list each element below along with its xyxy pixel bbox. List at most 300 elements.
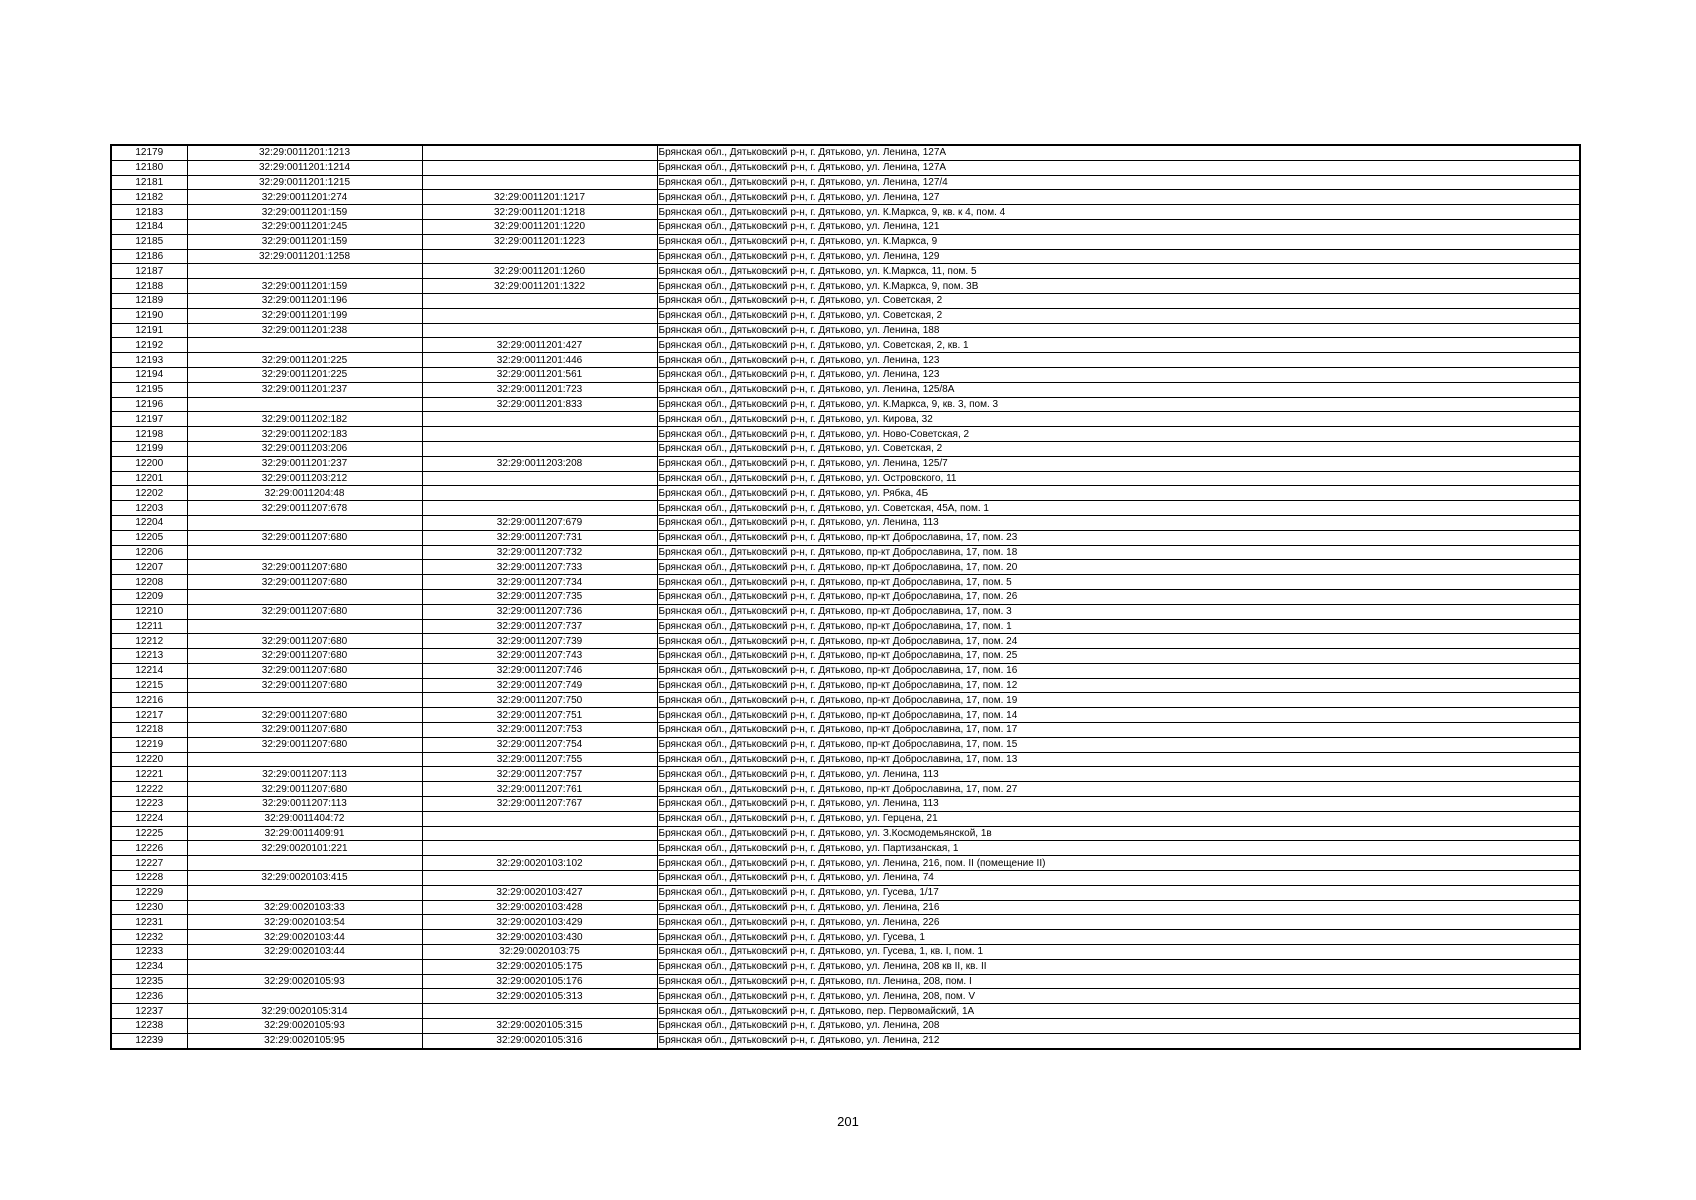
- cadastral-number-cell: 32:29:0011207:680: [187, 634, 422, 649]
- row-number-cell: 12209: [111, 589, 187, 604]
- premises-cadastral-number-cell: [422, 175, 657, 190]
- address-cell: Брянская обл., Дятьковский р-н, г. Дятьково, ул. Ленина, 125/7: [657, 456, 1580, 471]
- address-cell: Брянская обл., Дятьковский р-н, г. Дятьково, ул. Ленина, 208, пом. V: [657, 989, 1580, 1004]
- row-number-cell: 12239: [111, 1033, 187, 1048]
- premises-cadastral-number-cell: [422, 412, 657, 427]
- address-cell: Брянская обл., Дятьковский р-н, г. Дятьково, пр-кт Доброславина, 17, пом. 20: [657, 560, 1580, 575]
- cadastral-number-cell: 32:29:0020105:95: [187, 1033, 422, 1048]
- row-number-cell: 12228: [111, 871, 187, 886]
- row-number-cell: 12180: [111, 160, 187, 175]
- premises-cadastral-number-cell: 32:29:0011207:746: [422, 663, 657, 678]
- premises-cadastral-number-cell: [422, 871, 657, 886]
- row-number-cell: 12223: [111, 797, 187, 812]
- table-row: [111, 1033, 1580, 1048]
- premises-cadastral-number-cell: 32:29:0011207:732: [422, 545, 657, 560]
- premises-cadastral-number-cell: 32:29:0020105:315: [422, 1019, 657, 1034]
- address-cell: Брянская обл., Дятьковский р-н, г. Дятьково, ул. Советская, 2: [657, 441, 1580, 456]
- registry-table: [110, 144, 1581, 1050]
- cadastral-number-cell: 32:29:0011207:680: [187, 530, 422, 545]
- address-cell: Брянская обл., Дятьковский р-н, г. Дятьково, пр-кт Доброславина, 17, пом. 12: [657, 678, 1580, 693]
- table-row: [111, 456, 1580, 471]
- row-number-cell: 12179: [111, 145, 187, 160]
- table-row: [111, 619, 1580, 634]
- row-number-cell: 12207: [111, 560, 187, 575]
- cadastral-number-cell: [187, 752, 422, 767]
- table-row: [111, 575, 1580, 590]
- premises-cadastral-number-cell: 32:29:0011207:761: [422, 782, 657, 797]
- premises-cadastral-number-cell: [422, 293, 657, 308]
- premises-cadastral-number-cell: [422, 826, 657, 841]
- premises-cadastral-number-cell: 32:29:0020103:102: [422, 856, 657, 871]
- table-row: [111, 737, 1580, 752]
- table-row: [111, 1019, 1580, 1034]
- page-number: 201: [837, 1114, 859, 1129]
- address-cell: Брянская обл., Дятьковский р-н, г. Дятьково, ул. Островского, 11: [657, 471, 1580, 486]
- address-cell: Брянская обл., Дятьковский р-н, г. Дятьково, ул. Советская, 2, кв. 1: [657, 338, 1580, 353]
- cadastral-number-cell: [187, 264, 422, 279]
- row-number-cell: 12181: [111, 175, 187, 190]
- address-cell: Брянская обл., Дятьковский р-н, г. Дятьково, пр-кт Доброславина, 17, пом. 19: [657, 693, 1580, 708]
- row-number-cell: 12212: [111, 634, 187, 649]
- premises-cadastral-number-cell: 32:29:0011201:1260: [422, 264, 657, 279]
- table-row: [111, 338, 1580, 353]
- premises-cadastral-number-cell: 32:29:0011201:1218: [422, 205, 657, 220]
- cadastral-number-cell: [187, 589, 422, 604]
- row-number-cell: 12210: [111, 604, 187, 619]
- row-number-cell: 12225: [111, 826, 187, 841]
- table-row: [111, 471, 1580, 486]
- table-row: [111, 945, 1580, 960]
- premises-cadastral-number-cell: 32:29:0011201:723: [422, 382, 657, 397]
- address-cell: Брянская обл., Дятьковский р-н, г. Дятьково, ул. Ленина, 208 кв II, кв. II: [657, 959, 1580, 974]
- table-row: [111, 530, 1580, 545]
- table-row: [111, 797, 1580, 812]
- address-cell: Брянская обл., Дятьковский р-н, г. Дятьково, ул. Ленина, 212: [657, 1033, 1580, 1048]
- cadastral-number-cell: 32:29:0011203:212: [187, 471, 422, 486]
- cadastral-number-cell: 32:29:0011201:274: [187, 190, 422, 205]
- cadastral-number-cell: 32:29:0011201:245: [187, 219, 422, 234]
- cadastral-number-cell: 32:29:0011201:1213: [187, 145, 422, 160]
- premises-cadastral-number-cell: 32:29:0020105:175: [422, 959, 657, 974]
- cadastral-number-cell: 32:29:0020105:93: [187, 1019, 422, 1034]
- cadastral-number-cell: 32:29:0011207:113: [187, 797, 422, 812]
- cadastral-number-cell: 32:29:0011201:1215: [187, 175, 422, 190]
- premises-cadastral-number-cell: 32:29:0011207:753: [422, 723, 657, 738]
- address-cell: Брянская обл., Дятьковский р-н, г. Дятьково, ул. К.Маркса, 9, пом. 3В: [657, 279, 1580, 294]
- premises-cadastral-number-cell: [422, 1004, 657, 1019]
- table-row: [111, 441, 1580, 456]
- table-row: [111, 501, 1580, 516]
- cadastral-number-cell: 32:29:0011203:206: [187, 441, 422, 456]
- cadastral-number-cell: 32:29:0011201:196: [187, 293, 422, 308]
- row-number-cell: 12211: [111, 619, 187, 634]
- row-number-cell: 12208: [111, 575, 187, 590]
- address-cell: Брянская обл., Дятьковский р-н, г. Дятьково, ул. Ленина, 216, пом. II (помещение II): [657, 856, 1580, 871]
- table-row: [111, 663, 1580, 678]
- row-number-cell: 12193: [111, 353, 187, 368]
- row-number-cell: 12202: [111, 486, 187, 501]
- premises-cadastral-number-cell: 32:29:0011207:755: [422, 752, 657, 767]
- cadastral-number-cell: 32:29:0020103:54: [187, 915, 422, 930]
- address-cell: Брянская обл., Дятьковский р-н, г. Дятьково, ул. Ленина, 127А: [657, 160, 1580, 175]
- address-cell: Брянская обл., Дятьковский р-н, г. Дятьково, пр-кт Доброславина, 17, пом. 17: [657, 723, 1580, 738]
- cadastral-number-cell: 32:29:0011404:72: [187, 811, 422, 826]
- row-number-cell: 12196: [111, 397, 187, 412]
- cadastral-number-cell: [187, 397, 422, 412]
- cadastral-number-cell: 32:29:0011201:1214: [187, 160, 422, 175]
- row-number-cell: 12233: [111, 945, 187, 960]
- address-cell: Брянская обл., Дятьковский р-н, г. Дятьково, ул. Ленина, 74: [657, 871, 1580, 886]
- address-cell: Брянская обл., Дятьковский р-н, г. Дятьково, ул. Ленина, 129: [657, 249, 1580, 264]
- cadastral-number-cell: [187, 545, 422, 560]
- cadastral-number-cell: 32:29:0011409:91: [187, 826, 422, 841]
- table-row: [111, 959, 1580, 974]
- table-row: [111, 974, 1580, 989]
- row-number-cell: 12221: [111, 767, 187, 782]
- cadastral-number-cell: 32:29:0011201:159: [187, 234, 422, 249]
- row-number-cell: 12234: [111, 959, 187, 974]
- address-cell: Брянская обл., Дятьковский р-н, г. Дятьково, ул. Гусева, 1: [657, 930, 1580, 945]
- address-cell: Брянская обл., Дятьковский р-н, г. Дятьково, ул. Ленина, 121: [657, 219, 1580, 234]
- row-number-cell: 12206: [111, 545, 187, 560]
- row-number-cell: 12197: [111, 412, 187, 427]
- row-number-cell: 12214: [111, 663, 187, 678]
- address-cell: Брянская обл., Дятьковский р-н, г. Дятьково, ул. Ленина, 216: [657, 900, 1580, 915]
- table-row: [111, 427, 1580, 442]
- cadastral-number-cell: [187, 338, 422, 353]
- table-row: [111, 649, 1580, 664]
- cadastral-number-cell: 32:29:0011201:1258: [187, 249, 422, 264]
- table-row: [111, 930, 1580, 945]
- premises-cadastral-number-cell: 32:29:0011201:1223: [422, 234, 657, 249]
- premises-cadastral-number-cell: 32:29:0020103:428: [422, 900, 657, 915]
- registry-table-body: [111, 145, 1580, 1049]
- table-row: [111, 560, 1580, 575]
- table-row: [111, 545, 1580, 560]
- address-cell: Брянская обл., Дятьковский р-н, г. Дятьково, ул. Ленина, 123: [657, 367, 1580, 382]
- address-cell: Брянская обл., Дятьковский р-н, г. Дятьково, ул. Кирова, 32: [657, 412, 1580, 427]
- cadastral-number-cell: 32:29:0011201:238: [187, 323, 422, 338]
- premises-cadastral-number-cell: [422, 471, 657, 486]
- cadastral-number-cell: [187, 693, 422, 708]
- premises-cadastral-number-cell: 32:29:0020105:313: [422, 989, 657, 1004]
- address-cell: Брянская обл., Дятьковский р-н, г. Дятьково, пл. Ленина, 208, пом. I: [657, 974, 1580, 989]
- table-row: [111, 811, 1580, 826]
- cadastral-number-cell: 32:29:0011207:680: [187, 737, 422, 752]
- premises-cadastral-number-cell: 32:29:0011207:737: [422, 619, 657, 634]
- row-number-cell: 12185: [111, 234, 187, 249]
- premises-cadastral-number-cell: 32:29:0020103:427: [422, 885, 657, 900]
- table-row: [111, 900, 1580, 915]
- table-row: [111, 367, 1580, 382]
- cadastral-number-cell: 32:29:0011207:678: [187, 501, 422, 516]
- cadastral-number-cell: 32:29:0020103:415: [187, 871, 422, 886]
- address-cell: Брянская обл., Дятьковский р-н, г. Дятьково, ул. Советская, 2: [657, 293, 1580, 308]
- address-cell: Брянская обл., Дятьковский р-н, г. Дятьково, ул. Герцена, 21: [657, 811, 1580, 826]
- premises-cadastral-number-cell: [422, 841, 657, 856]
- table-row: [111, 205, 1580, 220]
- row-number-cell: 12195: [111, 382, 187, 397]
- row-number-cell: 12231: [111, 915, 187, 930]
- row-number-cell: 12198: [111, 427, 187, 442]
- address-cell: Брянская обл., Дятьковский р-н, г. Дятьково, ул. Советская, 45А, пом. 1: [657, 501, 1580, 516]
- row-number-cell: 12190: [111, 308, 187, 323]
- address-cell: Брянская обл., Дятьковский р-н, г. Дятьково, ул. Ленина, 127: [657, 190, 1580, 205]
- address-cell: Брянская обл., Дятьковский р-н, г. Дятьково, ул. Гусева, 1, кв. I, пом. 1: [657, 945, 1580, 960]
- address-cell: Брянская обл., Дятьковский р-н, г. Дятьково, пр-кт Доброславина, 17, пом. 15: [657, 737, 1580, 752]
- premises-cadastral-number-cell: [422, 323, 657, 338]
- premises-cadastral-number-cell: 32:29:0011207:733: [422, 560, 657, 575]
- premises-cadastral-number-cell: 32:29:0011207:757: [422, 767, 657, 782]
- row-number-cell: 12186: [111, 249, 187, 264]
- table-row: [111, 1004, 1580, 1019]
- row-number-cell: 12217: [111, 708, 187, 723]
- premises-cadastral-number-cell: 32:29:0011207:743: [422, 649, 657, 664]
- address-cell: Брянская обл., Дятьковский р-н, г. Дятьково, пр-кт Доброславина, 17, пом. 3: [657, 604, 1580, 619]
- premises-cadastral-number-cell: 32:29:0020103:429: [422, 915, 657, 930]
- row-number-cell: 12191: [111, 323, 187, 338]
- address-cell: Брянская обл., Дятьковский р-н, г. Дятьково, ул. Рябка, 4Б: [657, 486, 1580, 501]
- row-number-cell: 12199: [111, 441, 187, 456]
- table-row: [111, 145, 1580, 160]
- row-number-cell: 12229: [111, 885, 187, 900]
- premises-cadastral-number-cell: [422, 249, 657, 264]
- address-cell: Брянская обл., Дятьковский р-н, г. Дятьково, пр-кт Доброславина, 17, пом. 25: [657, 649, 1580, 664]
- cadastral-number-cell: 32:29:0011207:680: [187, 678, 422, 693]
- table-row: [111, 486, 1580, 501]
- address-cell: Брянская обл., Дятьковский р-н, г. Дятьково, пр-кт Доброславина, 17, пом. 27: [657, 782, 1580, 797]
- cadastral-number-cell: 32:29:0020105:314: [187, 1004, 422, 1019]
- premises-cadastral-number-cell: 32:29:0011207:734: [422, 575, 657, 590]
- premises-cadastral-number-cell: 32:29:0011201:1217: [422, 190, 657, 205]
- premises-cadastral-number-cell: 32:29:0011207:731: [422, 530, 657, 545]
- address-cell: Брянская обл., Дятьковский р-н, г. Дятьково, пр-кт Доброславина, 17, пом. 23: [657, 530, 1580, 545]
- premises-cadastral-number-cell: 32:29:0011207:754: [422, 737, 657, 752]
- table-row: [111, 634, 1580, 649]
- row-number-cell: 12219: [111, 737, 187, 752]
- row-number-cell: 12236: [111, 989, 187, 1004]
- cadastral-number-cell: 32:29:0020103:44: [187, 930, 422, 945]
- address-cell: Брянская обл., Дятьковский р-н, г. Дятьково, ул. Партизанская, 1: [657, 841, 1580, 856]
- row-number-cell: 12182: [111, 190, 187, 205]
- cadastral-number-cell: 32:29:0011207:680: [187, 663, 422, 678]
- row-number-cell: 12184: [111, 219, 187, 234]
- premises-cadastral-number-cell: [422, 145, 657, 160]
- row-number-cell: 12188: [111, 279, 187, 294]
- premises-cadastral-number-cell: [422, 308, 657, 323]
- row-number-cell: 12215: [111, 678, 187, 693]
- cadastral-number-cell: 32:29:0011207:680: [187, 575, 422, 590]
- cadastral-number-cell: 32:29:0011207:680: [187, 604, 422, 619]
- table-row: [111, 723, 1580, 738]
- table-row: [111, 175, 1580, 190]
- cadastral-number-cell: 32:29:0011201:159: [187, 205, 422, 220]
- cadastral-number-cell: 32:29:0011201:225: [187, 367, 422, 382]
- row-number-cell: 12204: [111, 515, 187, 530]
- cadastral-number-cell: 32:29:0020101:221: [187, 841, 422, 856]
- address-cell: Брянская обл., Дятьковский р-н, г. Дятьково, ул. Ленина, 113: [657, 767, 1580, 782]
- cadastral-number-cell: 32:29:0011201:237: [187, 382, 422, 397]
- row-number-cell: 12222: [111, 782, 187, 797]
- premises-cadastral-number-cell: 32:29:0020105:176: [422, 974, 657, 989]
- table-row: [111, 589, 1580, 604]
- table-row: [111, 767, 1580, 782]
- premises-cadastral-number-cell: 32:29:0020103:430: [422, 930, 657, 945]
- premises-cadastral-number-cell: [422, 486, 657, 501]
- table-row: [111, 190, 1580, 205]
- premises-cadastral-number-cell: 32:29:0011207:751: [422, 708, 657, 723]
- address-cell: Брянская обл., Дятьковский р-н, г. Дятьково, ул. Советская, 2: [657, 308, 1580, 323]
- row-number-cell: 12203: [111, 501, 187, 516]
- table-row: [111, 160, 1580, 175]
- row-number-cell: 12230: [111, 900, 187, 915]
- premises-cadastral-number-cell: 32:29:0011201:561: [422, 367, 657, 382]
- table-row: [111, 515, 1580, 530]
- premises-cadastral-number-cell: [422, 811, 657, 826]
- cadastral-number-cell: 32:29:0020105:93: [187, 974, 422, 989]
- address-cell: Брянская обл., Дятьковский р-н, г. Дятьково, ул. Ленина, 127/4: [657, 175, 1580, 190]
- row-number-cell: 12216: [111, 693, 187, 708]
- table-row: [111, 856, 1580, 871]
- cadastral-number-cell: 32:29:0011201:159: [187, 279, 422, 294]
- row-number-cell: 12213: [111, 649, 187, 664]
- address-cell: Брянская обл., Дятьковский р-н, г. Дятьково, пр-кт Доброславина, 17, пом. 5: [657, 575, 1580, 590]
- row-number-cell: 12187: [111, 264, 187, 279]
- premises-cadastral-number-cell: 32:29:0011207:679: [422, 515, 657, 530]
- cadastral-number-cell: 32:29:0011207:680: [187, 708, 422, 723]
- premises-cadastral-number-cell: 32:29:0011201:1322: [422, 279, 657, 294]
- table-row: [111, 604, 1580, 619]
- cadastral-number-cell: 32:29:0011202:183: [187, 427, 422, 442]
- premises-cadastral-number-cell: 32:29:0011203:208: [422, 456, 657, 471]
- row-number-cell: 12227: [111, 856, 187, 871]
- premises-cadastral-number-cell: 32:29:0011207:736: [422, 604, 657, 619]
- table-row: [111, 219, 1580, 234]
- premises-cadastral-number-cell: [422, 427, 657, 442]
- row-number-cell: 12201: [111, 471, 187, 486]
- row-number-cell: 12205: [111, 530, 187, 545]
- table-row: [111, 249, 1580, 264]
- table-row: [111, 412, 1580, 427]
- premises-cadastral-number-cell: 32:29:0020103:75: [422, 945, 657, 960]
- row-number-cell: 12220: [111, 752, 187, 767]
- table-row: [111, 841, 1580, 856]
- cadastral-number-cell: 32:29:0011207:680: [187, 649, 422, 664]
- address-cell: Брянская обл., Дятьковский р-н, г. Дятьково, пр-кт Доброславина, 17, пом. 26: [657, 589, 1580, 604]
- cadastral-number-cell: [187, 856, 422, 871]
- row-number-cell: 12194: [111, 367, 187, 382]
- table-row: [111, 752, 1580, 767]
- premises-cadastral-number-cell: 32:29:0011201:446: [422, 353, 657, 368]
- address-cell: Брянская обл., Дятьковский р-н, г. Дятьково, ул. Ленина, 188: [657, 323, 1580, 338]
- table-row: [111, 885, 1580, 900]
- cadastral-number-cell: 32:29:0011201:199: [187, 308, 422, 323]
- address-cell: Брянская обл., Дятьковский р-н, г. Дятьково, ул. Ленина, 125/8А: [657, 382, 1580, 397]
- address-cell: Брянская обл., Дятьковский р-н, г. Дятьково, ул. Ленина, 113: [657, 797, 1580, 812]
- address-cell: Брянская обл., Дятьковский р-н, г. Дятьково, ул. Ленина, 113: [657, 515, 1580, 530]
- table-row: [111, 693, 1580, 708]
- row-number-cell: 12237: [111, 1004, 187, 1019]
- table-row: [111, 353, 1580, 368]
- premises-cadastral-number-cell: 32:29:0011201:427: [422, 338, 657, 353]
- cadastral-number-cell: 32:29:0011207:680: [187, 782, 422, 797]
- row-number-cell: 12189: [111, 293, 187, 308]
- address-cell: Брянская обл., Дятьковский р-н, г. Дятьково, ул. З.Космодемьянской, 1в: [657, 826, 1580, 841]
- address-cell: Брянская обл., Дятьковский р-н, г. Дятьково, ул. Ленина, 226: [657, 915, 1580, 930]
- table-row: [111, 708, 1580, 723]
- cadastral-number-cell: 32:29:0011201:225: [187, 353, 422, 368]
- premises-cadastral-number-cell: 32:29:0011207:750: [422, 693, 657, 708]
- cadastral-number-cell: [187, 515, 422, 530]
- cadastral-number-cell: [187, 959, 422, 974]
- address-cell: Брянская обл., Дятьковский р-н, г. Дятьково, пр-кт Доброславина, 17, пом. 18: [657, 545, 1580, 560]
- cadastral-number-cell: [187, 619, 422, 634]
- cadastral-number-cell: 32:29:0011204:48: [187, 486, 422, 501]
- address-cell: Брянская обл., Дятьковский р-н, г. Дятьково, пр-кт Доброславина, 17, пом. 13: [657, 752, 1580, 767]
- row-number-cell: 12224: [111, 811, 187, 826]
- table-row: [111, 678, 1580, 693]
- address-cell: Брянская обл., Дятьковский р-н, г. Дятьково, ул. К.Маркса, 11, пом. 5: [657, 264, 1580, 279]
- table-row: [111, 323, 1580, 338]
- cadastral-number-cell: 32:29:0020103:44: [187, 945, 422, 960]
- row-number-cell: 12235: [111, 974, 187, 989]
- row-number-cell: 12226: [111, 841, 187, 856]
- row-number-cell: 12200: [111, 456, 187, 471]
- address-cell: Брянская обл., Дятьковский р-н, г. Дятьково, ул. К.Маркса, 9: [657, 234, 1580, 249]
- table-row: [111, 234, 1580, 249]
- premises-cadastral-number-cell: 32:29:0011207:739: [422, 634, 657, 649]
- row-number-cell: 12183: [111, 205, 187, 220]
- table-row: [111, 915, 1580, 930]
- premises-cadastral-number-cell: 32:29:0011201:833: [422, 397, 657, 412]
- cadastral-number-cell: [187, 989, 422, 1004]
- row-number-cell: 12232: [111, 930, 187, 945]
- address-cell: Брянская обл., Дятьковский р-н, г. Дятьково, ул. Ленина, 123: [657, 353, 1580, 368]
- table-row: [111, 308, 1580, 323]
- premises-cadastral-number-cell: 32:29:0011207:767: [422, 797, 657, 812]
- premises-cadastral-number-cell: 32:29:0011207:735: [422, 589, 657, 604]
- address-cell: Брянская обл., Дятьковский р-н, г. Дятьково, пер. Первомайский, 1А: [657, 1004, 1580, 1019]
- address-cell: Брянская обл., Дятьковский р-н, г. Дятьково, пр-кт Доброславина, 17, пом. 14: [657, 708, 1580, 723]
- address-cell: Брянская обл., Дятьковский р-н, г. Дятьково, пр-кт Доброславина, 17, пом. 16: [657, 663, 1580, 678]
- address-cell: Брянская обл., Дятьковский р-н, г. Дятьково, ул. Ленина, 208: [657, 1019, 1580, 1034]
- premises-cadastral-number-cell: [422, 501, 657, 516]
- row-number-cell: 12192: [111, 338, 187, 353]
- cadastral-number-cell: 32:29:0011201:237: [187, 456, 422, 471]
- table-row: [111, 826, 1580, 841]
- premises-cadastral-number-cell: [422, 160, 657, 175]
- cadastral-number-cell: [187, 885, 422, 900]
- premises-cadastral-number-cell: 32:29:0020105:316: [422, 1033, 657, 1048]
- table-row: [111, 279, 1580, 294]
- table-row: [111, 782, 1580, 797]
- address-cell: Брянская обл., Дятьковский р-н, г. Дятьково, пр-кт Доброславина, 17, пом. 1: [657, 619, 1580, 634]
- row-number-cell: 12218: [111, 723, 187, 738]
- address-cell: Брянская обл., Дятьковский р-н, г. Дятьково, ул. Ново-Советская, 2: [657, 427, 1580, 442]
- table-row: [111, 264, 1580, 279]
- premises-cadastral-number-cell: [422, 441, 657, 456]
- cadastral-number-cell: 32:29:0011207:680: [187, 560, 422, 575]
- address-cell: Брянская обл., Дятьковский р-н, г. Дятьково, пр-кт Доброславина, 17, пом. 24: [657, 634, 1580, 649]
- cadastral-number-cell: 32:29:0011202:182: [187, 412, 422, 427]
- cadastral-number-cell: 32:29:0011207:680: [187, 723, 422, 738]
- table-row: [111, 293, 1580, 308]
- cadastral-number-cell: 32:29:0020103:33: [187, 900, 422, 915]
- row-number-cell: 12238: [111, 1019, 187, 1034]
- cadastral-number-cell: 32:29:0011207:113: [187, 767, 422, 782]
- address-cell: Брянская обл., Дятьковский р-н, г. Дятьково, ул. Гусева, 1/17: [657, 885, 1580, 900]
- table-row: [111, 382, 1580, 397]
